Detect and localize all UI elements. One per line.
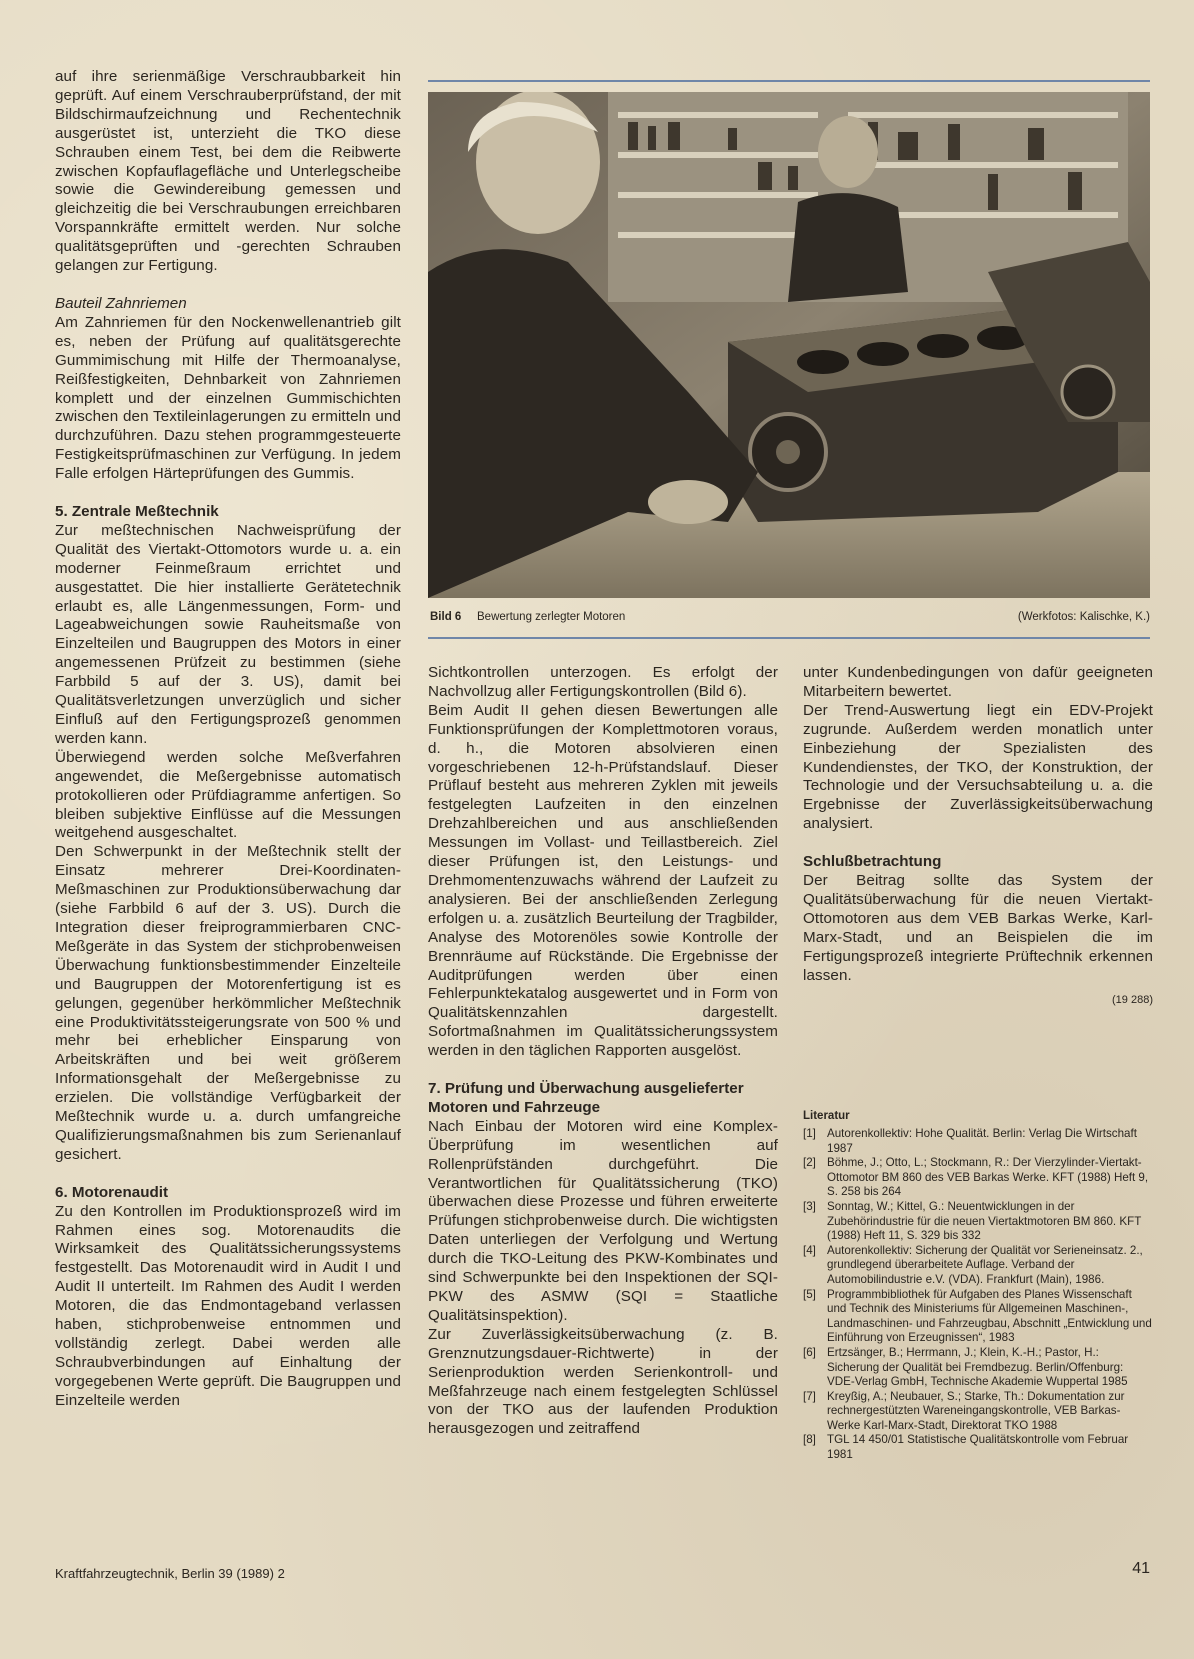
- literature-list: [803, 1127, 1153, 1463]
- figure-label: Bild 6: [430, 611, 462, 623]
- literature-item: [3] Sonntag, W.; Kittel, G.: Neuentwicklungen in der Zubehörindustrie für die neuen Viertaktmotoren BM 860. KFT (1988) Heft 11, S. 329 bis 332: [803, 1199, 1142, 1243]
- left-column: [55, 68, 401, 1411]
- section-heading-6: 6. Motorenaudit: [55, 1183, 169, 1201]
- photo-illustration-icon: [428, 92, 1150, 598]
- literature-item: [5] Programmbibliothek für Aufgaben des Planes Wissenschaft und Technik des Ministeriums für Allgemeinen Maschinen-, Landmaschinen- und Fahrzeugbau, Abschnitt „Entwicklung und Einführung von Erzeugnissen“, 1983: [803, 1287, 1152, 1345]
- literature-item: [7] Kreyßig, A.; Neubauer, S.; Starke, Th.: Dokumentation zur rechnergestützten Wareneingangskontrolle, VEB Barkas-Werke Karl-Marx-Stadt, Direktorat TKO 1988: [803, 1389, 1125, 1432]
- right-column: [803, 664, 1153, 1006]
- middle-paragraph-1: Sichtkontrollen unterzogen. Es erfolgt der Nachvollzug aller Fertigungskontrollen (Bild 6).: [428, 664, 778, 700]
- literature-item: [4] Autorenkollektiv: Sicherung der Qualität vor Serieneinsatz. 2., grundlegend überarbeitete Auflage. Verband der Automobilindustrie e.V. (VDA). Frankfurt (Main), 1986.: [803, 1243, 1143, 1286]
- right-paragraph-1: unter Kundenbedingungen von dafür geeigneten Mitarbeitern bewertet.: [803, 664, 1153, 700]
- right-paragraph-3: Der Beitrag sollte das System der Qualitätsüberwachung für die neuen Viertakt-Ottomotoren aus dem VEB Barkas Werke, Karl-Marx-Stadt, und an Beispielen die im Fertigungsprozeß integrierte Prüftechnik erkennen lassen.: [803, 872, 1153, 984]
- literature-title: Literatur: [803, 1110, 850, 1122]
- article-reference-code: (19 288): [1112, 993, 1153, 1006]
- journal-footer: Kraftfahrzeugtechnik, Berlin 39 (1989) 2: [55, 1566, 285, 1581]
- engine-inspection-photo: [428, 92, 1150, 598]
- literature-item: [1] Autorenkollektiv: Hohe Qualität. Berlin: Verlag Die Wirtschaft 1987: [803, 1127, 1137, 1155]
- left-paragraph-6: Zu den Kontrollen im Produktionsprozeß wird im Rahmen eines sog. Motorenaudits die Wirksamkeit des Qualitätssicherungssystems festgestellt. Das Motorenaudit wird in Audit I und Audit II unterteilt. Im Rahmen des Audit I werden Motoren, die das Endmontageband verlassen haben, stichprobenweise entnommen und vollständig zerlegt. Dabei werden alle Schraubverbindungen auf Einhaltung der vorgegebenen Werte geprüft. Die Baugruppen und Einzelteile werden: [55, 1202, 401, 1409]
- left-paragraph-3: Zur meßtechnischen Nachweisprüfung der Qualität des Viertakt-Ottomotors wurde u. a. ein moderner Feinmeßraum errichtet und ausgestattet. Die hier installierte Gerätetechnik erlaubt es, alle Längenmessungen, Form- und Lageabweichungen sowie Rauheitsmaße von Einzelteilen und Baugruppen des Motors in einer angemessenen Prüfzeit zu bestimmen (siehe Farbbild 5 auf der 3. US), damit bei Qualitätsverletzungen unverzüglich und sicher Einfluß auf den Fertigungsprozeß genommen werden kann.: [55, 521, 401, 747]
- middle-paragraph-4: Zur Zuverlässigkeitsüberwachung (z. B. Grenznutzungsdauer-Richtwerte) in der Serienproduktion werden Serienkontroll- und Meßfahrzeuge nach einem festgelegten Schlüssel von der TKO aus der laufenden Produktion herausgezogen und zeitraffend: [428, 1325, 778, 1438]
- middle-paragraph-3: Nach Einbau der Motoren wird eine Komplex-Überprüfung im wesentlichen auf Rollenprüfständen durchgeführt. Die Verantwortlichen für Qualitätssicherung (TKO) überwachen diese Prozesse und führen erweiterte Prüfungen stichprobenweise durch. Die wichtigsten Daten unterliegen der Verfolgung und Wertung durch die TKO-Leitung des PKW-Kombinates und sind Schwerpunkte bei den Inspektionen der SQI-PKW des ASMW (SQI = Staatliche Qualitätsinspektion).: [428, 1117, 778, 1324]
- figure-credit: (Werkfotos: Kalischke, K.): [1017, 611, 1150, 623]
- figure-top-rule: [428, 80, 1150, 82]
- figure-bottom-rule: [428, 637, 1150, 639]
- page-number: 41: [1132, 1560, 1150, 1577]
- literature-item: [2] Böhme, J.; Otto, L.; Stockmann, R.: Der Vierzylinder-Viertakt-Ottomotor BM 860 des VEB Barkas Werke. KFT (1988) Heft 9, S. 258 bis 264: [803, 1156, 1149, 1199]
- section-heading-7: 7. Prüfung und Überwachung ausgelieferter Motoren und Fahrzeuge: [428, 1080, 744, 1116]
- section-heading-5: 5. Zentrale Meßtechnik: [55, 503, 219, 521]
- section-heading-schluss: Schlußbetrachtung: [803, 853, 942, 871]
- left-paragraph-4: Überwiegend werden solche Meßverfahren angewendet, die Meßergebnisse automatisch protokollieren oder Prüfdiagramme anfertigen. So bleiben subjektive Einflüsse auf die Messungen weitgehend ausgeschaltet.: [55, 748, 401, 842]
- middle-paragraph-2: Beim Audit II gehen diesen Bewertungen alle Funktionsprüfungen der Komplettmotoren voraus, d. h., die Motoren absolvieren einen vorgeschriebenen 12-h-Prüfstandslauf. Dieser Prüflauf besteht aus mehreren Zyklen mit jeweils festgelegten Laufzeiten in den einzelnen Drehzahlbereichen und aus anschließenden Messungen im Vollast- und Teillastbereich. Ziel dieser Prüfungen ist, den Leistungs- und Drehmomentenzuwachs während der Laufzeit zu analysieren. Bei der anschließenden Zerlegung erfolgen u. a. zusätzlich Beurteilung der Tragbilder, Analyse des Motorenöles sowie Kontrolle der Brennräume auf Rückstände. Die Ergebnisse der Auditprüfungen werden über einen Fehlerpunktekatalog ausgewertet und in Form von Qualitätskennzahlen dargestellt. Sofortmaßnahmen im Qualitätssicherungssystem werden in den täglichen Rapporten ausgelöst.: [428, 701, 778, 1060]
- literature-item: [8] TGL 14 450/01 Statistische Qualitätskontrolle vom Februar 1981: [803, 1433, 1129, 1462]
- middle-column: [428, 664, 778, 1439]
- figure-caption: Bewertung zerlegter Motoren: [477, 611, 626, 623]
- subheading-zahnriemen: Bauteil Zahnriemen: [55, 294, 187, 312]
- left-paragraph-1: auf ihre serienmäßige Verschraubbarkeit hin geprüft. Auf einem Verschrauberprüfstand, der mit Bildschirmaufzeichnung und Rechentechnik ausgerüstet ist, unterzieht die TKO diese Schrauben einem Test, bei dem die Reibwerte zwischen Kopfauflagefläche und Unterlegscheibe sowie die Gewindereibung gemessen und gleichzeitig die bei Verschraubungen erreichbaren Vorspannkräfte ermittelt werden. Nur solche qualitätsgeprüften und -gerechten Schrauben gelangen zur Fertigung.: [55, 68, 401, 275]
- left-paragraph-5: Den Schwerpunkt in der Meßtechnik stellt der Einsatz mehrerer Drei-Koordinaten-Meßmaschinen zur Produktionsüberwachung dar (siehe Farbbild 6 auf der 3. US). Durch die Integration dieser freiprogrammierbaren CNC-Meßgeräte in das System der stichprobenweisen Überwachung funktionsbestimmender Einzelteile und Baugruppen der Motorenfertigung ist es gelungen, gegenüber herkömmlicher Meßtechnik eine Produktivitätssteigerungsrate von 500 % und mehr bei erheblicher Einsparung von Arbeitskräften und bei weit größerem Informationsgehalt der Meßergebnisse zu erzielen. Die vollständige Verfügbarkeit der Meßtechnik wurde u. a. durch umfangreiche Qualifizierungsmaßnahmen bis zum Serienanlauf gesichert.: [55, 843, 401, 1163]
- left-paragraph-2: Am Zahnriemen für den Nockenwellenantrieb gilt es, neben der Prüfung auf qualitätsgerechte Gummimischung mit Hilfe der Thermoanalyse, Reißfestigkeiten, Dehnbarkeit von Zahnriemen komplett und der einzelnen Gummischichten zwischen den Textileinlagerungen zu ermitteln und durchzuführen. Dazu stehen programmgesteuerte Festigkeitsprüfmaschinen zur Verfügung. In jedem Falle erfolgen Härteprüfungen des Gummis.: [55, 313, 401, 483]
- literature-item: [6] Ertzsänger, B.; Herrmann, J.; Klein, K.-H.; Pastor, H.: Sicherung der Qualität bei Fremdbezug. Berlin/Offenburg: VDE-Verlag GmbH, Technische Akademie Wuppertal 1985: [803, 1345, 1128, 1389]
- right-paragraph-2: Der Trend-Auswertung liegt ein EDV-Projekt zugrunde. Außerdem werden monatlich unter Einbeziehung der Spezialisten des Kundendienstes, der TKO, der Konstruktion, der Technologie und der Versuchsabteilung u. a. die Ergebnisse der Zuverlässigkeitsüberwachung analysiert.: [803, 701, 1153, 833]
